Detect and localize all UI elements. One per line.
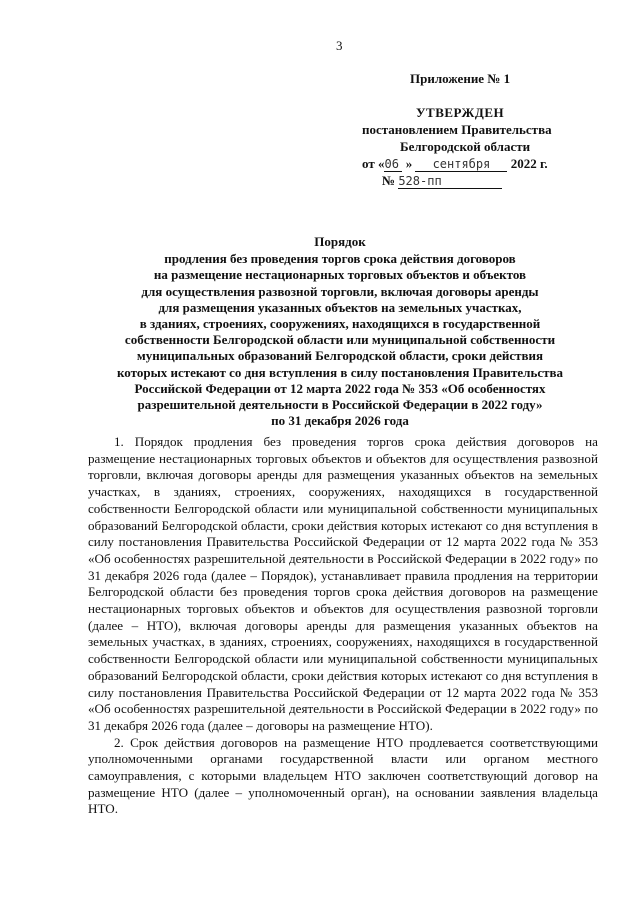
title-line: муниципальных образований Белгородской области, сроки действия	[136, 348, 544, 364]
title-line: в зданиях, строениях, сооружениях, находящихся в государственной	[139, 316, 541, 332]
title-line: для осуществления развозной торговли, включая договоры аренды	[141, 283, 539, 299]
paragraph-2: 2. Срок действия договоров на размещение НТО продлевается соответствующими уполномоченными органами государственной власти или органом местного самоуправления, с которыми владельцем НТО заключен соответствующий договор на размещение НТО (далее – уполномоченный орган), на основании заявления владельца НТО.	[88, 734, 598, 817]
number-prefix: №	[382, 173, 396, 188]
page-number: 3	[336, 38, 343, 53]
date-prefix: от «	[362, 156, 385, 171]
approval-date	[362, 155, 592, 172]
paragraph-1: 1. Порядок продления без проведения торгов срока действия договоров на размещение нестационарных торговых объектов и объектов для осуществления развозной торговли, включая договоры аренды для размещения указанных объектов на земельных участках, в зданиях, строениях, сооружениях, находящихся в государственной собственности Белгородской области или муниципальной собственности муниципальных образований Белгородской области, сроки действия которых истекают со дня вступления в силу постановления Правительства Российской Федерации от 12 марта 2022 года № 353 «Об особенностях разрешительной деятельности в Российской Федерации в 2022 году» по 31 декабря 2026 года (далее – Порядок), устанавливает правила продления на территории Белгородской области без проведения торгов срока действия договоров на размещение нестационарных торговых объектов и объектов для осуществления развозной торговли (далее – НТО), включая договоры аренды для размещения указанных объектов на земельных участках, в зданиях, строениях, сооружениях, находящихся в государственной собственности Белгородской области или муниципальной собственности муниципальных образований Белгородской области, сроки действия которых истекают со дня вступления в силу постановления Правительства Российской Федерации от 12 марта 2022 года № 353 «Об особенностях разрешительной деятельности в Российской Федерации в 2022 году» по 31 декабря 2026 года (далее – договоры на размещение НТО).	[88, 434, 598, 733]
date-mid: »	[405, 156, 413, 171]
title-line: собственности Белгородской области или муниципальной собственности	[124, 332, 556, 348]
title-line: которых истекают со дня вступления в силу постановления Правительства	[116, 364, 564, 380]
approved-heading: УТВЕРЖДЕН	[416, 105, 505, 120]
approval-line-2: Белгородской области	[400, 139, 531, 154]
title-heading: Порядок	[314, 234, 366, 249]
number-value: 528-пп	[398, 175, 502, 189]
date-day: 06	[384, 158, 402, 172]
title-line: по 31 декабря 2026 года	[271, 413, 409, 429]
document-title	[100, 234, 580, 429]
title-line: Российской Федерации от 12 марта 2022 года № 353 «Об особенностях	[134, 380, 546, 396]
appendix-label: Приложение № 1	[410, 71, 511, 86]
document-body	[88, 434, 598, 818]
title-line: разрешительной деятельности в Российской Федерации в 2022 году»	[137, 397, 543, 413]
date-year: 2022 г.	[510, 156, 548, 171]
approval-number	[382, 172, 592, 189]
title-line: продления без проведения торгов срока действия договоров	[164, 251, 516, 267]
approval-block	[362, 70, 592, 189]
date-month: сентября	[415, 158, 507, 172]
approval-line-1: постановлением Правительства	[362, 122, 552, 137]
title-line: на размещение нестационарных торговых объектов и объектов	[153, 267, 527, 283]
title-line: для размещения указанных объектов на земельных участках,	[158, 299, 522, 315]
